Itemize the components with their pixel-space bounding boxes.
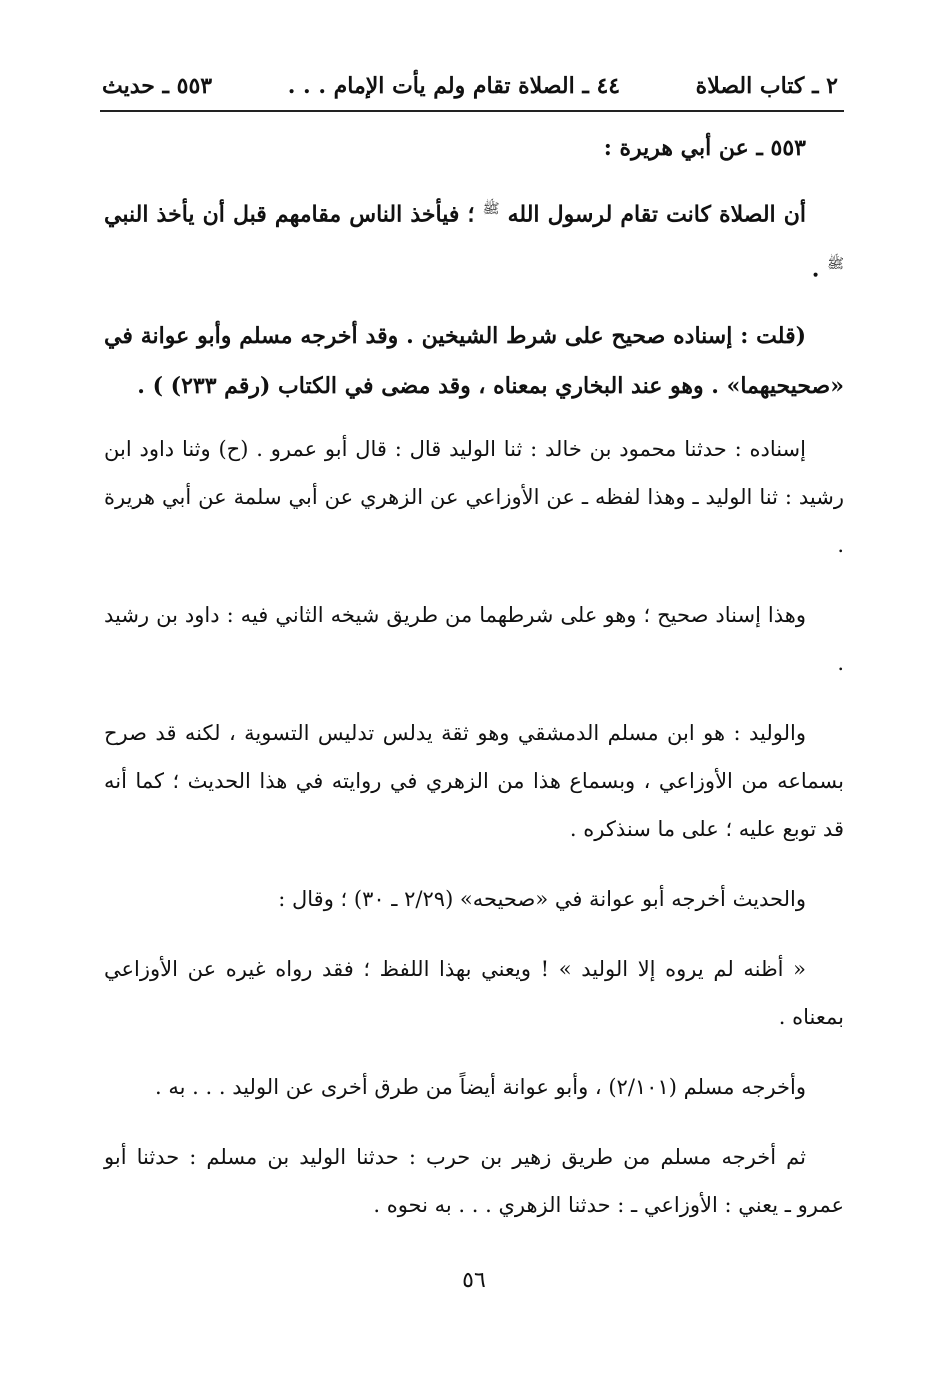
header-book-title: ٢ ـ كتاب الصلاة [695,73,838,99]
header-hadith-number: ٥٥٣ ـ حديث [102,73,213,99]
paragraph-isnad-grade: وهذا إسناد صحيح ؛ وهو على شرطهما من طريق شيخه الثاني فيه : داود بن رشيد . [104,602,844,675]
page-number: ٥٦ [462,1268,486,1293]
header-chapter-title: ٤٤ ـ الصلاة تقام ولم يأت الإمام . . . [287,73,621,99]
paragraph-abu-awana: والحديث أخرجه أبو عوانة في «صحيحه» (٢/٢٩ ـ ٣٠) ؛ وقال : [278,886,806,911]
author-note: (قلت : إسناده صحيح على شرط الشيخين . وقد أخرجه مسلم وأبو عوانة في «صحيحيهما» . وهو عند البخاري بمعناه ، وقد مضى في الكتاب (رقم ٢٣٣) ) . [104,322,844,399]
page-body [104,124,844,1229]
hadith-matn [104,184,844,295]
header-rule [100,110,844,112]
paragraph-isnad: إسناده : حدثنا محمود بن خالد : ثنا الوليد قال : قال أبو عمرو . (ح) وثنا داود ابن رشيد : ثنا الوليد ـ وهذا لفظه ـ عن الأوزاعي عن الزهري عن أبي سلمة عن أبي هريرة . [104,436,844,557]
matn-end: . [811,256,820,283]
paragraph-muslim: وأخرجه مسلم (٢/١٠١) ، وأبو عوانة أيضاً من طرق أخرى عن الوليد . . . به . [155,1074,806,1099]
matn-part-1: أن الصلاة كانت تقام لرسول الله [507,201,807,228]
paragraph-muslim-zuhair: ثم أخرجه مسلم من طريق زهير بن حرب : حدثنا الوليد بن مسلم : حدثنا أبو عمرو ـ يعني : الأوزاعي ـ : حدثنا الزهري . . . به نحوه . [104,1144,844,1217]
paragraph-quote: « أظنه لم يروه إلا الوليد » ! ويعني بهذا اللفظ ؛ فقد رواه غيره عن الأوزاعي بمعناه . [104,956,844,1029]
matn-part-2: ؛ فيأخذ الناس مقامهم قبل أن يأخذ النبي [104,201,475,228]
salla-symbol: ﷺ [482,201,500,217]
salla-symbol: ﷺ [827,256,844,273]
running-header [102,66,838,106]
paragraph-walid: والوليد : هو ابن مسلم الدمشقي وهو ثقة يدلس تدليس التسوية ، لكنه قد صرح بسماعه من الأوزاعي ، وبسماع هذا من الزهري في روايته في هذا الحديث ؛ كما أنه قد توبع عليه ؛ على ما سنذكره . [104,720,844,841]
hadith-heading: ٥٥٣ ـ عن أبي هريرة : [603,135,806,161]
